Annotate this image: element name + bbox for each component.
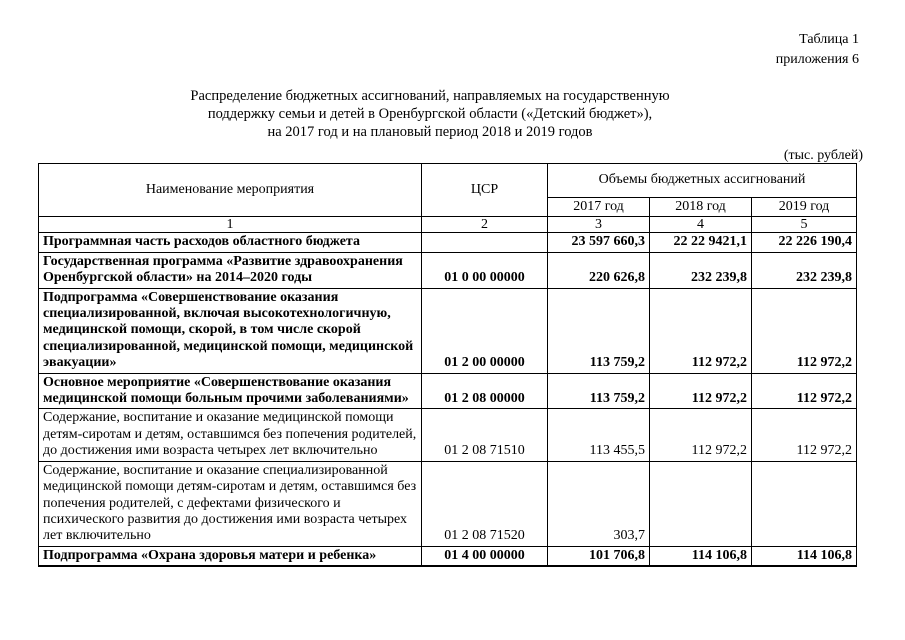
row-value-2017: 220 626,8: [548, 252, 650, 288]
row-value-2018: 232 239,8: [650, 252, 752, 288]
row-value-2017: 23 597 660,3: [548, 233, 650, 252]
header-csr: ЦСР: [422, 164, 548, 217]
column-index: 1: [39, 217, 422, 233]
row-value-2018: [650, 461, 752, 546]
column-index: 3: [548, 217, 650, 233]
row-value-2019: 112 972,2: [752, 409, 857, 461]
table-caption: [659, 30, 859, 70]
row-value-2019: 22 226 190,4: [752, 233, 857, 252]
header-year-2017: 2017 год: [548, 198, 650, 217]
table-row: [39, 461, 857, 546]
row-csr: 01 2 08 71520: [422, 461, 548, 546]
row-value-2018: 112 972,2: [650, 373, 752, 409]
row-value-2018: 112 972,2: [650, 409, 752, 461]
table-row: [39, 546, 857, 566]
row-csr: 01 0 00 00000: [422, 252, 548, 288]
budget-table: [38, 163, 857, 567]
table-row: [39, 288, 857, 373]
row-name: Государственная программа «Развитие здравоохранения Оренбургской области» на 2014–2020 годы: [39, 252, 422, 288]
row-value-2019: 114 106,8: [752, 546, 857, 566]
row-value-2017: 113 455,5: [548, 409, 650, 461]
table-row: [39, 233, 857, 252]
row-value-2017: 303,7: [548, 461, 650, 546]
heading-line-1: Распределение бюджетных ассигнований, направляемых на государственную: [190, 88, 670, 104]
header-year-2019: 2019 год: [752, 198, 857, 217]
column-index: 4: [650, 217, 752, 233]
row-value-2018: 112 972,2: [650, 288, 752, 373]
heading-line-3: на 2017 год и на плановый период 2018 и 2019 годов: [267, 124, 593, 140]
row-name: Подпрограмма «Совершенствование оказания специализированной, включая высокотехнологичную, медицинской помощи, скорой, в том числе скорой специализированной, медицинской помощи, медицинской эвакуации»: [39, 288, 422, 373]
row-value-2017: 101 706,8: [548, 546, 650, 566]
row-name: Содержание, воспитание и оказание специализированной медицинской помощи детям-сиротам и детям, оставшимся без попечения родителей, с дефектами физического и психического развития до достижения ими возраста четырех лет включительно: [39, 461, 422, 546]
row-csr: 01 4 00 00000: [422, 546, 548, 566]
header-volumes: Объемы бюджетных ассигнований: [548, 164, 857, 198]
row-csr: 01 2 08 00000: [422, 373, 548, 409]
row-csr: 01 2 08 71510: [422, 409, 548, 461]
column-index-row: [39, 217, 857, 233]
row-value-2017: 113 759,2: [548, 288, 650, 373]
row-value-2019: 232 239,8: [752, 252, 857, 288]
row-value-2017: 113 759,2: [548, 373, 650, 409]
table-row: [39, 373, 857, 409]
row-name: Содержание, воспитание и оказание медицинской помощи детям-сиротам и детям, оставшимся без попечения родителей, до достижения ими возраста четырех лет включительно: [39, 409, 422, 461]
header-name: Наименование мероприятия: [39, 164, 422, 217]
caption-appendix: приложения 6: [775, 52, 859, 67]
row-csr: [422, 233, 548, 252]
row-name: Подпрограмма «Охрана здоровья матери и ребенка»: [39, 546, 422, 566]
row-value-2018: 22 22 9421,1: [650, 233, 752, 252]
row-value-2018: 114 106,8: [650, 546, 752, 566]
caption-table-number: Таблица 1: [799, 32, 859, 47]
table-row: [39, 409, 857, 461]
row-value-2019: 112 972,2: [752, 288, 857, 373]
column-index: 5: [752, 217, 857, 233]
units-label: (тыс. рублей): [783, 148, 863, 163]
header-year-2018: 2018 год: [650, 198, 752, 217]
row-name: Программная часть расходов областного бюджета: [39, 233, 422, 252]
row-csr: 01 2 00 00000: [422, 288, 548, 373]
header-row: [39, 164, 857, 198]
column-index: 2: [422, 217, 548, 233]
document-heading: [80, 87, 780, 141]
row-value-2019: 112 972,2: [752, 373, 857, 409]
row-name: Основное мероприятие «Совершенствование оказания медицинской помощи больным прочими заболеваниями»: [39, 373, 422, 409]
row-value-2019: [752, 461, 857, 546]
heading-line-2: поддержку семьи и детей в Оренбургской области («Детский бюджет»),: [207, 106, 653, 122]
table-row: [39, 252, 857, 288]
